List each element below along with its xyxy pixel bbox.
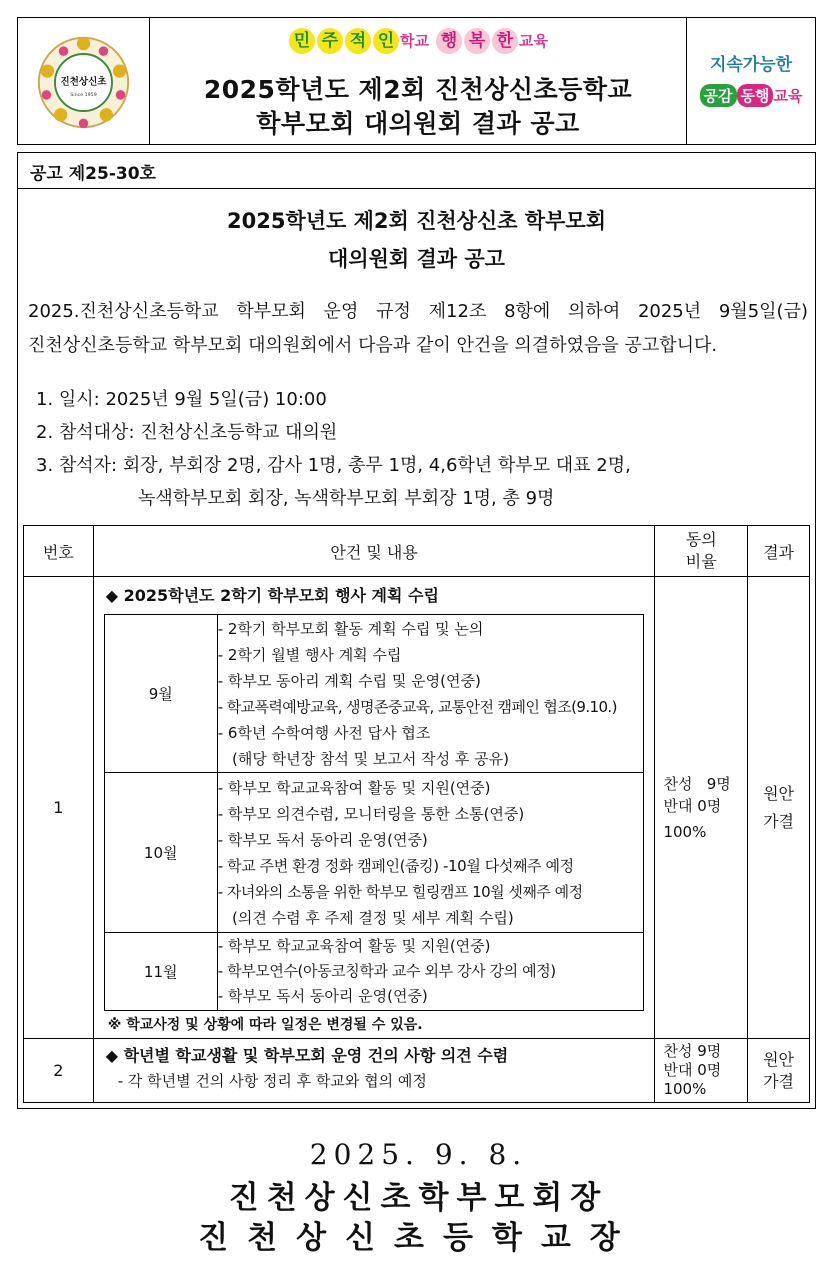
- plan-item: - 2학기 월별 행사 계획 수립: [217, 645, 402, 664]
- month-row: [104, 933, 643, 1011]
- result-cell: [748, 577, 810, 1039]
- logo-text: 진천상신초: [60, 76, 107, 88]
- vote-percent: 100%: [663, 822, 707, 841]
- slogan-word: 교육: [519, 32, 548, 50]
- plan-item: - 6학년 수학여행 사전 답사 협조: [217, 723, 431, 742]
- col-header-content: 안건 및 내용: [93, 526, 655, 577]
- month-items: [217, 773, 643, 933]
- agenda-cell: [93, 1039, 655, 1103]
- header-title-cell: [149, 18, 687, 144]
- main-title-line1: 2025학년도 제2회 진천상신초 학부모회: [227, 209, 606, 233]
- agenda-title: ◆ 2025학년도 2학기 학부모회 행사 계획 수립: [105, 586, 439, 605]
- slogan: [149, 28, 687, 54]
- vote-against: 반대 0명: [663, 1061, 722, 1079]
- row-num: 2: [24, 1039, 94, 1103]
- plan-item: - 학부모 독서 동아리 운영(연중): [217, 987, 428, 1005]
- main-title-line2: 대의원회 결과 공고: [328, 247, 505, 271]
- right-badge-together: 동행: [737, 84, 774, 107]
- vote-for: 찬성 9명: [663, 774, 731, 793]
- result-line1: 원안: [763, 783, 794, 803]
- plan-item: - 학부모 동아리 계획 수립 및 운영(연중): [217, 671, 481, 690]
- plan-item: - 학부모 학교교육참여 활동 및 지원(연중): [217, 778, 491, 797]
- col-header-result: 결과: [748, 526, 810, 577]
- intro-line1: 2025.진천상신초등학교 학부모회 운영 규정 제12조 8항에 의하여 2025년 9월5일(금): [28, 301, 808, 322]
- result-line2: 가결: [763, 811, 794, 831]
- month-row: [104, 615, 643, 773]
- notice-body: [17, 152, 816, 1109]
- month-label: 10월: [104, 773, 217, 933]
- table-row: [24, 577, 810, 1039]
- vote-against: 반대 0명: [663, 796, 722, 815]
- plan-item: - 학교 주변 환경 정화 캠페인(줍킹) -10월 다섯째주 예정: [217, 856, 574, 875]
- plan-item: - 자녀와의 소통을 위한 학부모 힐링캠프 10월 셋째주 예정: [217, 882, 583, 901]
- slogan-char: 인: [373, 28, 399, 54]
- intro-line2: 진천상신초등학교 학부모회 대의원회에서 다음과 같이 안건을 의결하였음을 공고합니다.: [28, 335, 718, 356]
- month-items: [217, 615, 643, 773]
- header-title-line2: 학부모회 대의원회 결과 공고: [256, 109, 580, 138]
- table-header-row: [24, 526, 810, 577]
- col-header-num: 번호: [24, 526, 94, 577]
- plan-item: - 학교폭력예방교육, 생명존중교육, 교통안전 캠페인 협조(9.10.): [217, 697, 617, 716]
- col-header-ratio-1: 동의: [685, 530, 717, 549]
- schedule-note: ※ 학교사정 및 상황에 따라 일정은 변경될 수 있음.: [107, 1017, 423, 1033]
- right-badge-empathy: 공감: [700, 84, 737, 107]
- school-emblem-icon: [36, 35, 131, 130]
- plan-item: - 학부모 학교교육참여 활동 및 지원(연중): [217, 937, 491, 955]
- plan-item: - 학부모 독서 동아리 운영(연중): [217, 830, 428, 849]
- header-right-cell: [686, 18, 815, 144]
- slogan-char: 민: [289, 28, 315, 54]
- agenda-sub: - 각 학년별 건의 사항 정리 후 학교와 협의 예정: [117, 1072, 427, 1090]
- right-badge-education: 교육: [773, 87, 803, 105]
- slogan-char: 행: [436, 28, 462, 54]
- month-label: 11월: [104, 933, 217, 1011]
- info-item-date: 1. 일시: 2025년 9월 5일(금) 10:00: [36, 389, 327, 410]
- plan-item: - 학부모 의견수렴, 모니터링을 통한 소통(연중): [217, 804, 525, 823]
- table-row: [24, 1039, 810, 1103]
- result-line1: 원안: [763, 1049, 794, 1069]
- right-slogan-line2: [687, 84, 815, 107]
- month-row: [104, 773, 643, 933]
- agenda-table: [23, 525, 810, 1103]
- info-item-attendees: 3. 참석자: 회장, 부회장 2명, 감사 1명, 총무 1명, 4,6학년 학부모 대표 2명,: [36, 455, 631, 476]
- vote-percent: 100%: [663, 1080, 707, 1098]
- slogan-char: 한: [492, 28, 518, 54]
- result-line2: 가결: [763, 1071, 794, 1091]
- month-plan-table: [104, 614, 644, 1011]
- header-title-line1: 2025학년도 제2회 진천상신초등학교: [203, 75, 633, 104]
- vote-cell: [655, 1039, 748, 1103]
- notice-date: 2025. 9. 8.: [309, 1138, 528, 1171]
- month-items: [217, 933, 643, 1011]
- info-item-target: 2. 참석대상: 진천상신초등학교 대의원: [36, 422, 338, 443]
- right-slogan-line1: 지속가능한: [709, 55, 793, 75]
- agenda-cell: [93, 577, 655, 1039]
- header-box: [17, 17, 816, 145]
- info-item-attendees-cont: 녹색학부모회 회장, 녹색학부모회 부회장 1명, 총 9명: [138, 488, 555, 509]
- plan-item: (의견 수렴 후 주제 결정 및 세부 계획 수립): [217, 908, 514, 927]
- col-header-ratio-2: 비율: [685, 552, 717, 571]
- logo-since: Since 1959: [70, 92, 97, 98]
- notice-number: 공고 제25-30호: [30, 164, 156, 184]
- divider: [18, 188, 815, 189]
- signature-principal: 진천상신초등학교장: [198, 1220, 639, 1256]
- school-logo-cell: [18, 18, 150, 144]
- signature-pta-president: 진천상신초학부모회장: [228, 1180, 609, 1216]
- slogan-char: 복: [464, 28, 490, 54]
- slogan-word: 학교: [400, 32, 429, 50]
- vote-cell: [655, 577, 748, 1039]
- slogan-char: 적: [345, 28, 371, 54]
- plan-item: - 2학기 학부모회 활동 계획 수립 및 논의: [217, 619, 484, 638]
- row-num: 1: [24, 577, 94, 1039]
- slogan-char: 주: [317, 28, 343, 54]
- result-cell: [748, 1039, 810, 1103]
- month-label: 9월: [104, 615, 217, 773]
- vote-for: 찬성 9명: [663, 1042, 722, 1060]
- plan-item: - 학부모연수(아동코칭학과 교수 외부 강사 강의 예정): [217, 962, 556, 980]
- agenda-title: ◆ 학년별 학교생활 및 학부모회 운영 건의 사항 의견 수렴: [105, 1046, 509, 1065]
- col-header-ratio: [655, 526, 748, 577]
- plan-item: (해당 학년장 참석 및 보고서 작성 후 공유): [217, 749, 509, 768]
